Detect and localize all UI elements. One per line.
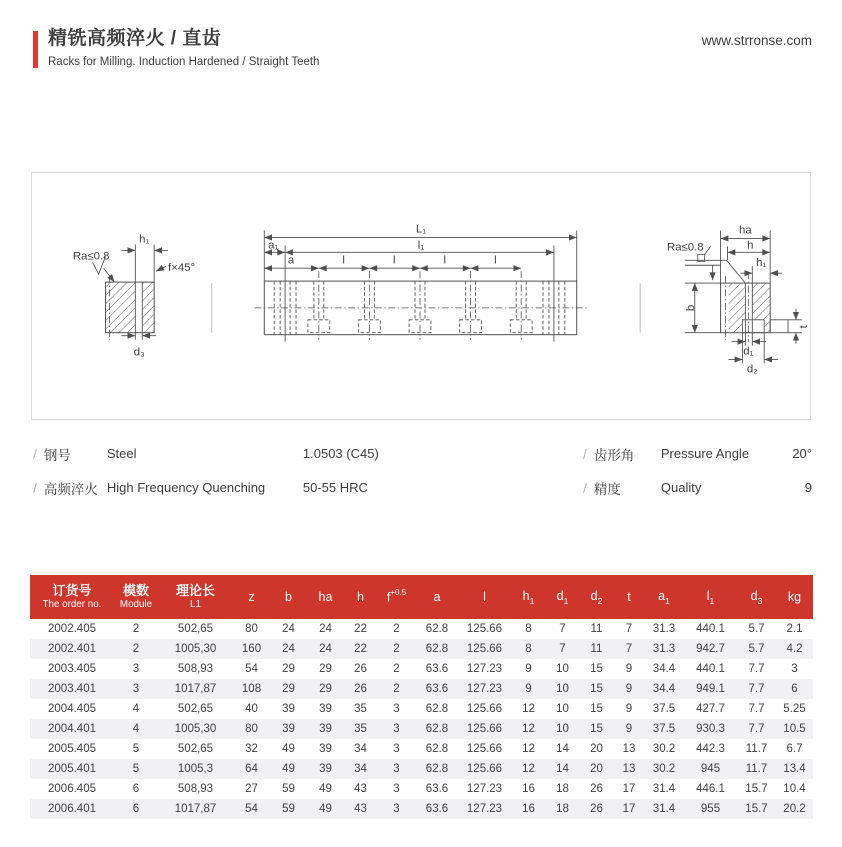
table-cell: 9	[625, 723, 633, 735]
table-cell: 12	[522, 763, 535, 775]
table-cell: 34.4	[652, 663, 676, 675]
table-cell: 26	[354, 683, 367, 695]
spec-value: 50-55 HRC	[302, 480, 368, 495]
table-cell: 2006.401	[48, 803, 96, 815]
slash-mark: /	[33, 445, 37, 462]
table-cell: 11.7	[745, 763, 768, 775]
table-cell: 7.7	[748, 663, 765, 675]
spec-label-zh: 精度	[593, 481, 621, 497]
table-cell: 9	[625, 663, 633, 675]
table-cell: 125.66	[466, 623, 503, 635]
table-cell: 24	[282, 643, 295, 655]
table-cell: 1005,30	[174, 643, 217, 655]
spec-label-en: Pressure Angle	[660, 446, 750, 461]
table-cell: 440.1	[696, 623, 725, 635]
table-cell: 13	[622, 763, 636, 775]
table-cell: 15	[590, 683, 603, 695]
table-cell: 20	[590, 763, 603, 775]
table-cell: 125.66	[466, 703, 503, 715]
table-cell: 59	[282, 783, 295, 795]
column-header: $l_1$	[684, 575, 737, 619]
table-cell: 26	[354, 663, 367, 675]
table-cell: 40	[245, 703, 258, 715]
table-cell: 80	[245, 723, 258, 735]
table-cell: 160	[241, 643, 262, 655]
table-cell: 63.6	[425, 803, 449, 815]
table-cell: 54	[245, 663, 258, 675]
table-cell: 20	[590, 743, 603, 755]
table-cell: 26	[590, 803, 603, 815]
table-row	[30, 799, 813, 819]
table-cell: 29	[282, 683, 295, 695]
table-cell: 7	[625, 643, 633, 655]
slash-mark: /	[583, 479, 587, 496]
table-cell: 49	[282, 743, 295, 755]
dim-label-a: a	[287, 254, 295, 267]
surface-finish-label: Ra≤0.8	[72, 250, 110, 263]
technical-drawing	[32, 173, 810, 419]
table-row	[30, 739, 813, 759]
dim-label-ha: ha	[739, 224, 752, 237]
table-cell: 31.3	[652, 643, 676, 655]
table-cell: 37.5	[652, 723, 676, 735]
table-cell: 62.8	[425, 643, 449, 655]
table-cell: 26	[590, 783, 603, 795]
table-cell: 7	[559, 643, 566, 655]
table-cell: 3	[132, 683, 140, 695]
table-cell: 5	[132, 763, 140, 775]
red-accent-bar	[33, 31, 38, 68]
table-cell: 34	[354, 743, 367, 755]
column-header: ha	[307, 575, 344, 619]
spec-steel	[33, 441, 583, 466]
table-cell: 15	[590, 723, 603, 735]
spec-section	[33, 441, 812, 500]
table-cell: 39	[319, 703, 332, 715]
table-cell: 2005.405	[48, 743, 96, 755]
table-cell: 2	[393, 643, 400, 655]
table-cell: 49	[319, 783, 332, 795]
table-cell: 9	[625, 683, 633, 695]
table-cell: 22	[354, 643, 367, 655]
table-cell: 508,93	[177, 663, 214, 675]
spec-value: 9	[804, 480, 812, 495]
table-cell: 3	[393, 723, 400, 735]
column-header: $d_1$	[546, 575, 579, 619]
table-cell: 1017,87	[174, 683, 217, 695]
table-cell: 11	[590, 623, 603, 635]
table-cell: 446.1	[696, 783, 725, 795]
table-cell: 949.1	[696, 683, 725, 695]
table-cell: 32	[245, 743, 258, 755]
table-cell: 3	[393, 703, 400, 715]
table-cell: 15.7	[745, 803, 768, 815]
spec-label-en: High Frequency Quenching	[106, 480, 266, 495]
table-cell: 29	[282, 663, 295, 675]
table-cell: 442.3	[696, 743, 725, 755]
dim-label-h: h	[747, 239, 754, 252]
table-cell: 22	[354, 623, 367, 635]
column-header: $f^{+0.5}$	[377, 575, 416, 619]
table-header-row	[30, 575, 813, 619]
table-cell: 7.7	[748, 723, 765, 735]
table-cell: 15.7	[745, 783, 768, 795]
table-cell: 125.66	[466, 723, 503, 735]
column-header: $d_3$	[737, 575, 776, 619]
table-cell: 62.8	[425, 623, 449, 635]
table-cell: 12	[522, 703, 535, 715]
table-cell: 11.7	[745, 743, 768, 755]
table-cell: 2005.401	[48, 763, 96, 775]
table-cell: 125.66	[466, 743, 503, 755]
technical-drawing-panel	[31, 172, 811, 420]
table-cell: 49	[282, 763, 295, 775]
table-cell: 63.6	[425, 663, 449, 675]
dim-label-l: l	[392, 254, 396, 267]
table-cell: 125.66	[466, 763, 503, 775]
table-cell: 16	[522, 803, 535, 815]
table-cell: 20.2	[783, 803, 806, 815]
table-cell: 12	[522, 723, 535, 735]
table-cell: 10	[556, 683, 569, 695]
spec-label-zh: 钢号	[43, 447, 71, 463]
column-header: z	[233, 575, 270, 619]
table-row	[30, 779, 813, 799]
dim-label-b: b	[684, 304, 697, 312]
table-cell: 39	[319, 763, 332, 775]
table-cell: 508,93	[177, 783, 214, 795]
table-cell: 24	[319, 643, 332, 655]
table-cell: 6	[132, 803, 140, 815]
table-cell: 2006.405	[48, 783, 96, 795]
column-header: 理论长 L1	[158, 575, 233, 619]
table-cell: 27	[245, 783, 258, 795]
dim-label-a1: a₁	[268, 239, 279, 252]
dim-label-h1: h₁	[756, 257, 767, 270]
table-cell: 1005,3	[177, 763, 214, 775]
table-cell: 9	[525, 663, 532, 675]
table-cell: 955	[700, 803, 721, 815]
table-cell: 35	[354, 703, 367, 715]
table-cell: 37.5	[652, 703, 676, 715]
table-cell: 930.3	[696, 723, 725, 735]
table-cell: 2.1	[786, 623, 803, 635]
spec-pressure-angle	[583, 441, 812, 466]
dim-label-l: l	[342, 254, 345, 267]
dim-label-d1: d₁	[743, 345, 754, 358]
table-cell: 3	[393, 763, 400, 775]
table-row	[30, 619, 813, 639]
table-cell: 945	[700, 763, 721, 775]
column-header: $d_2$	[579, 575, 614, 619]
table-cell: 10	[556, 663, 569, 675]
table-cell: 5.25	[783, 703, 806, 715]
order-table	[30, 575, 813, 819]
table-cell: 127.23	[466, 663, 503, 675]
table-row	[30, 639, 813, 659]
table-cell: 62.8	[425, 743, 449, 755]
table-cell: 10.5	[783, 723, 806, 735]
table-cell: 3	[393, 783, 400, 795]
dim-label-d2: d₂	[746, 363, 758, 376]
table-cell: 3	[393, 743, 400, 755]
table-cell: 17	[622, 803, 636, 815]
table-cell: 13.4	[783, 763, 806, 775]
table-cell: 24	[282, 623, 295, 635]
table-cell: 15	[590, 703, 603, 715]
table-cell: 2004.401	[48, 723, 96, 735]
table-cell: 63.6	[425, 783, 449, 795]
table-cell: 8	[525, 643, 532, 655]
column-header: l	[458, 575, 511, 619]
table-cell: 13	[622, 743, 636, 755]
table-cell: 2	[132, 623, 140, 635]
column-header: 模数 Module	[114, 575, 158, 619]
table-cell: 4	[132, 703, 140, 715]
table-row	[30, 759, 813, 779]
table-cell: 35	[354, 723, 367, 735]
table-cell: 3	[393, 803, 400, 815]
table-row	[30, 679, 813, 699]
table-cell: 14	[556, 743, 569, 755]
spec-label-en: Quality	[660, 480, 702, 495]
table-cell: 10	[556, 703, 569, 715]
slash-mark: /	[33, 479, 37, 496]
table-cell: 12	[522, 743, 535, 755]
table-cell: 43	[354, 783, 367, 795]
table-cell: 427.7	[696, 703, 725, 715]
dim-label-l1: l₁	[417, 239, 425, 252]
table-cell: 31.4	[652, 803, 676, 815]
table-cell: 6	[791, 683, 798, 695]
table-cell: 59	[282, 803, 295, 815]
spec-label-zh: 齿形角	[593, 447, 635, 463]
table-cell: 34	[354, 763, 367, 775]
table-cell: 5.7	[748, 643, 765, 655]
table-cell: 4.2	[786, 643, 803, 655]
spec-label-en: Steel	[106, 446, 137, 461]
table-cell: 2003.405	[48, 663, 96, 675]
table-cell: 64	[245, 763, 258, 775]
column-header: 订货号 The order no.	[30, 575, 114, 619]
table-cell: 7.7	[748, 683, 765, 695]
table-cell: 3	[132, 663, 140, 675]
dim-label-chamfer: f×45°	[168, 262, 196, 275]
table-cell: 9	[625, 703, 633, 715]
table-cell: 4	[132, 723, 140, 735]
slash-mark: /	[583, 445, 587, 462]
column-header: $a_1$	[644, 575, 684, 619]
table-cell: 80	[245, 623, 258, 635]
column-header: h	[344, 575, 377, 619]
table-cell: 8	[525, 623, 532, 635]
dim-label-t: t	[797, 325, 810, 329]
table-cell: 6	[132, 783, 140, 795]
table-cell: 125.66	[466, 643, 503, 655]
column-header: $h_1$	[511, 575, 546, 619]
spec-label-zh: 高频淬火	[43, 481, 98, 497]
table-cell: 39	[319, 723, 332, 735]
table-cell: 5.7	[748, 623, 765, 635]
table-cell: 18	[556, 783, 569, 795]
table-cell: 2	[393, 683, 400, 695]
table-cell: 2	[393, 663, 400, 675]
table-cell: 127.23	[466, 803, 503, 815]
table-cell: 502,65	[177, 743, 214, 755]
table-cell: 15	[590, 663, 603, 675]
table-cell: 43	[354, 803, 367, 815]
table-cell: 1005,30	[174, 723, 217, 735]
column-header: b	[270, 575, 307, 619]
table-cell: 3	[791, 663, 798, 675]
table-cell: 39	[282, 703, 295, 715]
spec-value: 20°	[792, 446, 812, 461]
column-header: a	[416, 575, 458, 619]
page-subtitle: Racks for Milling. Induction Hardened / Straight Teeth	[48, 55, 320, 68]
table-cell: 29	[319, 683, 332, 695]
table-cell: 9	[525, 683, 532, 695]
table-cell: 54	[245, 803, 258, 815]
table-cell: 502,65	[177, 623, 214, 635]
right-section-view	[667, 225, 810, 376]
table-cell: 11	[590, 643, 603, 655]
table-cell: 62.8	[425, 763, 449, 775]
table-cell: 2	[132, 643, 140, 655]
table-cell: 10.4	[783, 783, 806, 795]
table-cell: 24	[319, 623, 332, 635]
table-cell: 127.23	[466, 783, 503, 795]
table-cell: 10	[556, 723, 569, 735]
table-cell: 2002.405	[48, 623, 96, 635]
table-cell: 29	[319, 663, 332, 675]
table-cell: 30.2	[652, 743, 676, 755]
table-cell: 1017,87	[174, 803, 217, 815]
table-cell: 30.2	[652, 763, 676, 775]
spec-quenching	[33, 475, 583, 500]
spec-quality	[583, 475, 812, 500]
table-cell: 2	[393, 623, 400, 635]
table-cell: 502,65	[177, 703, 214, 715]
table-cell: 5	[132, 743, 140, 755]
table-cell: 7	[559, 623, 566, 635]
dim-label-h1: h₁	[139, 233, 150, 246]
table-cell: 31.3	[652, 623, 676, 635]
table-cell: 7.7	[748, 703, 765, 715]
dim-label-l: l	[494, 254, 497, 267]
table-row	[30, 719, 813, 739]
table-cell: 17	[622, 783, 636, 795]
left-end-view	[73, 233, 195, 358]
table-cell: 2004.405	[48, 703, 96, 715]
dim-label-d3: d₃	[133, 346, 145, 359]
table-cell: 14	[556, 763, 569, 775]
table-cell: 2003.401	[48, 683, 96, 695]
surface-finish-label: Ra≤0.8	[667, 241, 704, 254]
website-url: www.strronse.com	[701, 33, 812, 48]
table-cell: 18	[556, 803, 569, 815]
table-cell: 2002.401	[48, 643, 96, 655]
dim-label-L1: L₁	[415, 223, 427, 236]
page-header	[33, 28, 812, 78]
table-cell: 31.4	[652, 783, 676, 795]
rack-side-view	[254, 224, 586, 342]
table-cell: 49	[319, 803, 332, 815]
table-cell: 63.6	[425, 683, 449, 695]
table-cell: 7	[625, 623, 633, 635]
table-cell: 440.1	[696, 663, 725, 675]
column-header: t	[614, 575, 644, 619]
table-cell: 16	[522, 783, 535, 795]
table-row	[30, 699, 813, 719]
table-cell: 127.23	[466, 683, 503, 695]
table-cell: 34.4	[652, 683, 676, 695]
table-row	[30, 659, 813, 679]
page-title: 精铣高频淬火 / 直齿	[48, 28, 222, 49]
table-cell: 108	[241, 683, 262, 695]
column-header: kg	[776, 575, 813, 619]
table-cell: 62.8	[425, 703, 449, 715]
table-cell: 942.7	[696, 643, 725, 655]
table-body	[30, 619, 813, 819]
spec-value: 1.0503 (C45)	[302, 446, 379, 461]
table-cell: 39	[282, 723, 295, 735]
table-cell: 6.7	[786, 743, 803, 755]
dim-label-l: l	[443, 254, 447, 267]
table-cell: 62.8	[425, 723, 449, 735]
table-cell: 39	[319, 743, 332, 755]
